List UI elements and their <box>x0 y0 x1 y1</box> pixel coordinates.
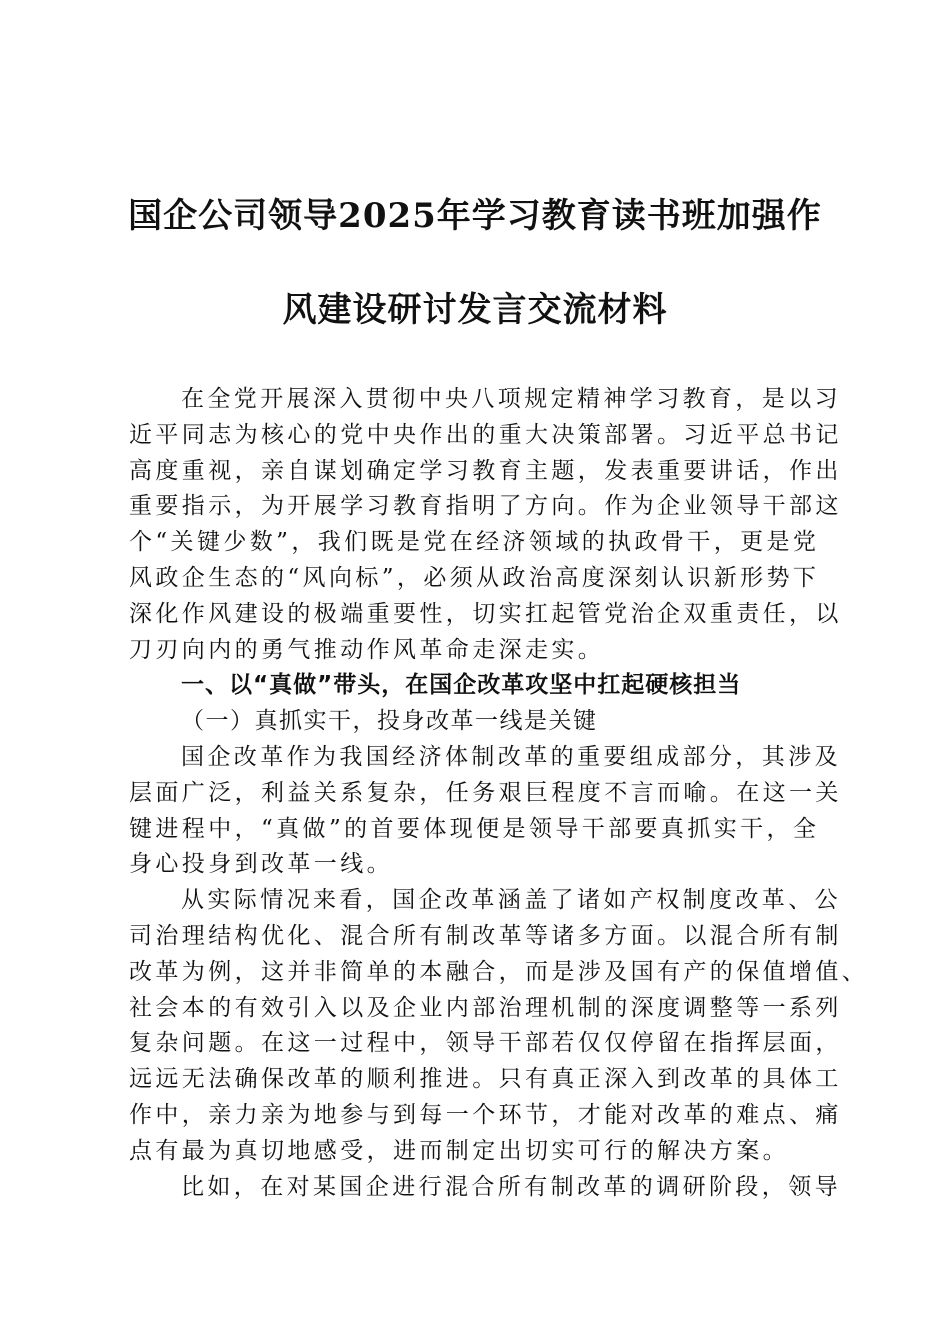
paragraph-line: 重要指示，为开展学习教育指明了方向。作为企业领导干部这 <box>129 493 842 520</box>
paragraph-line: 层面广泛，利益关系复杂，任务艰巨程度不言而喻。在这一关 <box>129 779 842 806</box>
paragraph-line: 司治理结构优化、混合所有制改革等诸多方面。以混合所有制 <box>129 922 842 949</box>
paragraph-line: 点有最为真切地感受，进而制定出切实可行的解决方案。 <box>129 1137 789 1164</box>
document-title-line-2: 风建设研讨发言交流材料 <box>282 290 668 330</box>
paragraph-line: 比如，在对某国企进行混合所有制改革的调研阶段，领导 <box>181 1173 841 1200</box>
paragraph-line: 键进程中，“真做”的首要体现便是领导干部要真抓实干，全 <box>129 815 820 842</box>
paragraph-line: 社会本的有效引入以及企业内部治理机制的深度调整等一系列 <box>129 994 842 1021</box>
paragraph-line: 个“关键少数”，我们既是党在经济领域的执政骨干，更是党 <box>129 529 820 556</box>
paragraph-line: 改革为例，这并非简单的本融合，而是涉及国有产的保值增值、 <box>129 958 869 985</box>
paragraph-line: 刀刃向内的勇气推动作风革命走深走实。 <box>129 636 605 663</box>
document-body <box>129 382 869 1205</box>
subsection-heading: （一）真抓实干，投身改革一线是关键 <box>181 708 598 735</box>
document-title-line-1: 国企公司领导2025年学习教育读书班加强作 <box>128 196 822 236</box>
paragraph-line: 远远无法确保改革的顺利推进。只有真正深入到改革的具体工 <box>129 1066 842 1093</box>
paragraph-line: 近平同志为核心的党中央作出的重大决策部署。习近平总书记 <box>129 421 842 448</box>
paragraph-line: 深化作风建设的极端重要性，切实扛起管党治企双重责任，以 <box>129 600 842 627</box>
paragraph-line: 风政企生态的“风向标”，必须从政治高度深刻认识新形势下 <box>129 564 820 591</box>
paragraph-line: 作中，亲力亲为地参与到每一个环节，才能对改革的难点、痛 <box>129 1101 842 1128</box>
paragraph-line: 从实际情况来看，国企改革涵盖了诸如产权制度改革、公 <box>181 887 841 914</box>
section-heading: 一、以“真做”带头，在国企改革攻坚中扛起硬核担当 <box>181 672 742 699</box>
paragraph-line: 高度重视，亲自谋划确定学习教育主题，发表重要讲话，作出 <box>129 457 842 484</box>
paragraph-line: 在全党开展深入贯彻中央八项规定精神学习教育，是以习 <box>181 386 841 412</box>
paragraph-line: 身心投身到改革一线。 <box>129 851 393 878</box>
paragraph-line: 复杂问题。在这一过程中，领导干部若仅仅停留在指挥层面， <box>129 1030 842 1057</box>
paragraph-line: 国企改革作为我国经济体制改革的重要组成部分，其涉及 <box>181 743 841 770</box>
